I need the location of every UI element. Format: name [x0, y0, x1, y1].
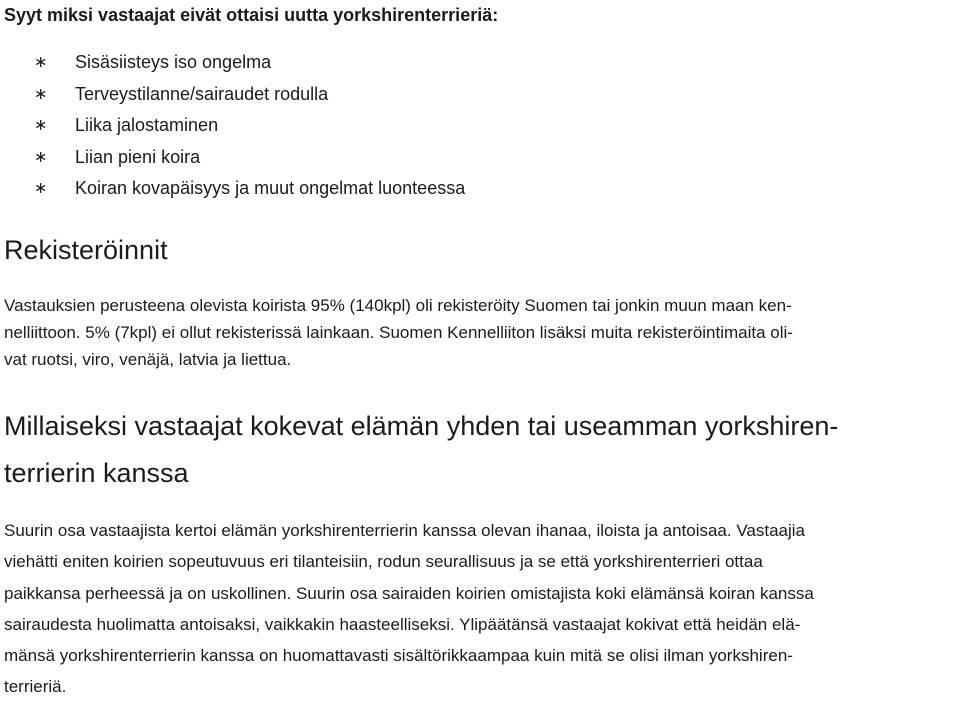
- list-item-text: Koiran kovapäisyys ja muut ongelmat luonteessa: [75, 178, 466, 198]
- asterisk-bullet-icon: ∗: [34, 54, 48, 71]
- paragraph-line: viehätti eniten koirien sopeutuvuus eri tilanteisiin, rodun seurallisuus ja se että yorkshirenterrieri ottaa: [4, 552, 763, 572]
- asterisk-bullet-icon: ∗: [34, 180, 48, 197]
- list-item-text: Liika jalostaminen: [75, 115, 219, 135]
- paragraph-line: Suurin osa vastaajista kertoi elämän yorkshirenterrierin kanssa olevan ihanaa, iloista ja antoisaa. Vastaajia: [4, 521, 806, 540]
- paragraph-line: vat ruotsi, viro, venäjä, latvia ja liettua.: [4, 350, 292, 369]
- intro-heading: Syyt miksi vastaajat eivät ottaisi uutta yorkshirenterrieriä:: [4, 5, 499, 25]
- asterisk-bullet-icon: ∗: [34, 117, 48, 134]
- paragraph-line: terrieriä.: [4, 677, 67, 697]
- experiences-heading: [4, 408, 838, 502]
- heading-line: terrierin kanssa: [4, 458, 189, 488]
- asterisk-bullet-icon: ∗: [34, 148, 48, 166]
- registrations-paragraph: [4, 292, 793, 373]
- paragraph-line: paikkansa perheessä ja on uskollinen. Suurin osa sairaiden koirien omistajista koki elämänsä koiran kanssa: [4, 583, 814, 603]
- paragraph-line: mänsä yorkshirenterrierin kanssa on huomattavasti sisältörikkaampaa kuin mitä se olisi ilman yorkshiren-: [4, 646, 793, 666]
- asterisk-bullet-icon: ∗: [34, 85, 48, 103]
- registrations-heading: Rekisteröinnit: [4, 235, 168, 265]
- paragraph-line: Vastauksien perusteena olevista koirista 95% (140kpl) oli rekisteröity Suomen tai jonkin muun maan ken-: [4, 296, 792, 315]
- list-item-text: Liian pieni koira: [75, 146, 201, 167]
- experiences-paragraph: [4, 515, 814, 703]
- heading-line: Millaiseksi vastaajat kokevat elämän yhden tai useamman yorkshiren-: [4, 411, 839, 441]
- paragraph-line: sairaudesta huolimatta antoisaksi, vaikkakin haasteelliseksi. Ylipäätänsä vastaajat kokivat että heidän elä-: [4, 614, 801, 634]
- list-item-text: Sisäsiisteys iso ongelma: [75, 52, 272, 72]
- list-item-text: Terveystilanne/sairaudet rodulla: [75, 83, 329, 104]
- paragraph-line: nelliittoon. 5% (7kpl) ei ollut rekisterissä lainkaan. Suomen Kennelliiton lisäksi muita rekisteröintimaita oli-: [4, 323, 793, 342]
